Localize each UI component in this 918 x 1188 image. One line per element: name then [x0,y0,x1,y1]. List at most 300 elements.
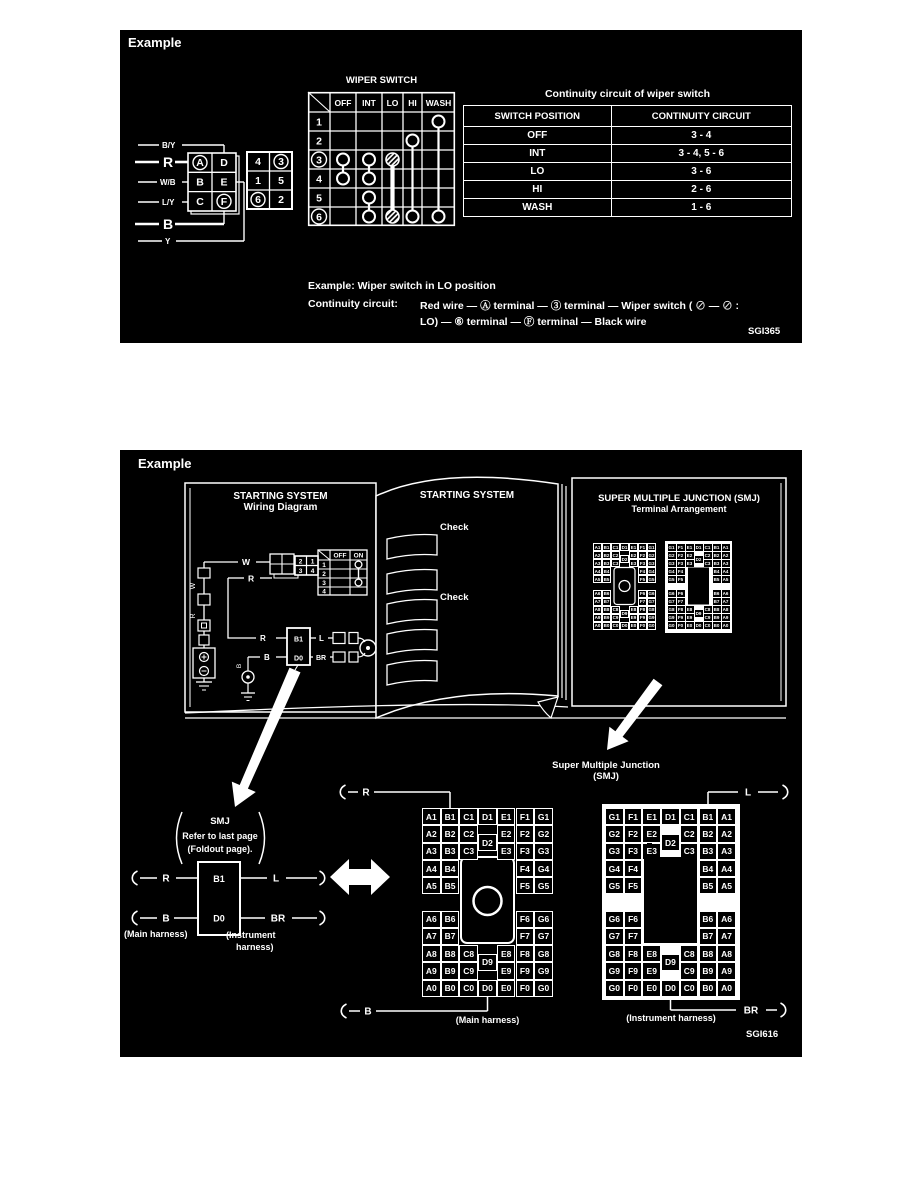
right-page-title-line1: SUPER MULTIPLE JUNCTION (SMJ) [598,493,760,504]
terminal-2: 2 [278,194,284,206]
panel2-example-label: Example [138,456,192,471]
page-curl [538,697,558,718]
smj-pointer-label [506,760,706,782]
mini-grid-2: 2 [298,558,303,566]
wire-break-mark [320,911,325,925]
check-label-2: Check [440,592,469,603]
terminal-cell: G6 [648,591,655,597]
table-cell: WASH [464,199,612,217]
wire-break-mark [340,785,345,799]
terminal-cell: G6 [668,591,675,597]
table-row [464,163,792,181]
terminal-4: 4 [255,156,261,168]
terminal-cell: G7 [534,928,553,945]
terminal-cell: F0 [625,981,642,996]
terminal-cell: G5 [606,878,623,893]
terminal-a: A [196,157,204,170]
terminal-cell: C2 [681,826,698,841]
terminal-cell: E1 [497,808,516,825]
check-label-1: Check [440,522,469,533]
terminal-cell: A2 [594,552,601,558]
smj-r-wire-label: R [162,873,170,885]
table-row [464,127,792,145]
terminal-cell: F3 [625,844,642,859]
terminal-cell: E9 [686,615,693,621]
terminal-cell: C1 [681,809,698,824]
smj-b1-label: B1 [213,874,225,884]
terminal-cell: D0 [621,623,628,629]
terminal-cell: B9 [700,963,717,978]
terminal-cell: A3 [422,843,441,860]
mini-table-row2: 2 [322,571,326,578]
terminal-cell: E3 [686,560,693,566]
terminal-cell: C8 [612,607,619,613]
terminal-cell: A9 [722,615,729,621]
terminal-cell: E0 [643,981,660,996]
terminal-cell: B1 [441,808,460,825]
mini-grid-3: 3 [298,568,303,575]
terminal-cell: E9 [630,615,637,621]
terminal-cell: A5 [422,877,441,894]
terminal-cell: B9 [713,615,720,621]
smj-note-line1: SMJ [210,816,230,827]
smj-br-wire-label: BR [270,913,286,925]
terminal-cell: C9 [681,963,698,978]
terminal-cell: E3 [497,843,516,860]
left-page-title [185,491,376,513]
inst-grid-l-label: L [744,787,752,799]
mini-b-label: B [264,653,270,662]
row-3: 3 [316,154,322,167]
terminal-cell: A4 [594,568,601,574]
main-grid-b-label: B [364,1006,372,1018]
double-arrow-icon [330,859,390,895]
smj-note-line2: Refer to last page [182,831,258,841]
terminal-cell: B8 [700,946,717,961]
left-page-title-line1: STARTING SYSTEM [233,491,328,502]
right-page-title-line2: Terminal Arrangement [631,504,727,514]
terminal-cell: G4 [648,568,655,574]
terminal-cell: A3 [718,844,735,859]
table-cell: 2 - 6 [611,181,791,199]
terminal-cell: F5 [639,576,646,582]
terminal-cell: F3 [639,560,646,566]
continuity-table-body [464,127,792,217]
terminal-cell: G3 [606,844,623,859]
terminal-cell: F1 [625,809,642,824]
terminal-letter-grid [188,153,239,214]
terminal-cell: G2 [534,825,553,842]
terminal-cell: A0 [722,623,729,629]
terminal-cell: E2 [686,552,693,558]
terminal-cell: D2 [695,556,702,562]
terminal-cell: D9 [621,611,628,617]
row-1: 1 [316,116,322,129]
continuity-table-title: Continuity circuit of wiper switch [544,88,711,100]
caption-continuity-text2: LO) — ⑥ terminal — Ⓕ terminal — Black wire [420,316,647,328]
terminal-cell: G3 [648,560,655,566]
terminal-cell: E0 [630,623,637,629]
terminal-cell: G6 [606,912,623,927]
terminal-cell: C3 [459,843,478,860]
terminal-cell: F5 [677,576,684,582]
terminal-cell: F1 [677,544,684,550]
wire-break-mark [320,871,325,885]
terminal-cell: D0 [662,981,679,996]
wire-label-by: B/Y [162,141,176,150]
terminal-cell: B1 [603,544,610,550]
terminal-cell: C3 [612,560,619,566]
table-cell: LO [464,163,612,181]
hatched-mark-lo-3 [386,153,399,166]
terminal-cell: A9 [422,962,441,979]
terminal-cell: D9 [662,955,679,970]
terminal-cell: F6 [677,591,684,597]
terminal-cell: B9 [441,962,460,979]
terminal-cell: A9 [594,615,601,621]
terminal-cell: C9 [459,962,478,979]
terminal-cell: C0 [681,981,698,996]
terminal-cell: A0 [718,981,735,996]
terminal-cell: B7 [603,599,610,605]
terminal-cell: B6 [713,591,720,597]
table-header-row [464,106,792,127]
mini-table-off: OFF [333,552,347,560]
terminal-cell: E8 [686,607,693,613]
terminal-cell: F2 [639,552,646,558]
smj-instrument-harness-label-1: (Instrument [226,930,276,940]
terminal-cell: B0 [700,981,717,996]
terminal-cell: G1 [534,808,553,825]
terminal-cell: A8 [594,607,601,613]
col-int: INT [362,98,376,108]
terminal-cell: E8 [630,607,637,613]
terminal-cell: A6 [594,591,601,597]
mini-table-row1: 1 [322,562,326,569]
terminal-cell: F8 [639,607,646,613]
terminal-cell: G1 [648,544,655,550]
terminal-cell: F3 [516,843,535,860]
terminal-cell: F8 [625,946,642,961]
header-continuity-circuit: CONTINUITY CIRCUIT [611,106,791,127]
terminal-cell: B5 [441,877,460,894]
terminal-cell: A1 [718,809,735,824]
terminal-cell: D0 [695,623,702,629]
terminal-cell: C3 [681,844,698,859]
wiper-switch-example-figure [120,30,802,343]
terminal-d: D [220,157,228,170]
col-hi: HI [408,98,417,108]
terminal-cell: G7 [606,929,623,944]
terminal-cell: B8 [441,945,460,962]
terminal-cell: C1 [612,544,619,550]
terminal-cell: G0 [606,981,623,996]
terminal-cell: A6 [722,591,729,597]
terminal-cell: A3 [594,560,601,566]
smj-pointer-line1: Super Multiple Junction [552,760,660,771]
smj-pointer-line2: (SMJ) [593,771,619,782]
table-row [464,181,792,199]
terminal-cell: F4 [516,860,535,877]
terminal-cell: F6 [625,912,642,927]
terminal-cell: F1 [516,808,535,825]
col-wash: WASH [425,98,452,108]
mini-r-rotated-label: R [190,613,197,619]
figure-id-sgi616: SGI616 [746,1029,779,1040]
terminal-cell: G0 [648,623,655,629]
terminal-cell: G9 [668,615,675,621]
terminal-cell: G4 [534,860,553,877]
terminal-cell: E1 [643,809,660,824]
terminal-cell: G2 [668,552,675,558]
terminal-cell: D9 [695,611,702,617]
row-6: 6 [316,211,322,224]
mini-br-label: BR [316,655,327,662]
wire-label-b: B [163,216,174,232]
terminal-cell: F7 [625,929,642,944]
terminal-cell: C8 [681,946,698,961]
terminal-cell: G9 [534,962,553,979]
terminal-cell: F4 [677,568,684,574]
mini-table-row4: 4 [322,588,326,596]
terminal-cell: G4 [668,568,675,574]
terminal-cell: G1 [668,544,675,550]
inst-harness-caption: (Instrument harness) [626,1013,716,1023]
terminal-cell: B7 [441,928,460,945]
terminal-cell: G2 [606,826,623,841]
terminal-cell: B5 [700,878,717,893]
table-row [464,145,792,163]
table-cell: INT [464,145,612,163]
terminal-cell: F2 [516,825,535,842]
terminal-cell: E9 [497,962,516,979]
mini-b-rotated-label: B [236,663,243,669]
terminal-cell: B4 [441,860,460,877]
terminal-cell: D2 [621,556,628,562]
terminal-cell: B2 [603,552,610,558]
wire-label-r: R [163,154,174,170]
figure-id-sgi365: SGI365 [748,326,781,337]
terminal-cell: G0 [534,980,553,997]
mini-w-label: W [242,557,251,567]
terminal-cell: C2 [704,552,711,558]
table-cell: 1 - 6 [611,199,791,217]
terminal-cell: B5 [713,576,720,582]
terminal-cell: G9 [606,963,623,978]
terminal-number-grid [247,152,292,209]
wiper-switch-grid [308,92,455,226]
terminal-cell: B7 [700,929,717,944]
terminal-cell: A1 [722,544,729,550]
terminal-cell: A4 [722,568,729,574]
terminal-cell: F4 [625,861,642,876]
terminal-cell: B4 [603,568,610,574]
terminal-cell: A1 [594,544,601,550]
terminal-cell: A8 [422,945,441,962]
terminal-cell: A2 [718,826,735,841]
terminal-cell: B6 [603,591,610,597]
terminal-cell: A0 [422,980,441,997]
terminal-cell: E9 [643,963,660,978]
terminal-cell: A8 [718,946,735,961]
terminal-cell: A7 [722,599,729,605]
terminal-cell: C2 [612,552,619,558]
terminal-cell: B0 [603,623,610,629]
terminal-cell: F7 [677,599,684,605]
terminal-cell: B1 [700,809,717,824]
terminal-cell: F5 [625,878,642,893]
wire-label-ly: L/Y [162,198,175,207]
inst-grid-br-label: BR [743,1005,759,1017]
terminal-cell: E2 [630,552,637,558]
terminal-b: B [196,176,204,189]
terminal-cell: A5 [594,576,601,582]
terminal-cell: B6 [700,912,717,927]
terminal-cell: F7 [516,928,535,945]
terminal-cell: A5 [722,576,729,582]
terminal-cell: A1 [422,808,441,825]
terminal-cell: B2 [441,825,460,842]
terminal-cell: C8 [459,945,478,962]
smj-main-harness-label: (Main harness) [124,929,188,939]
terminal-cell: G8 [648,607,655,613]
terminal-cell: E2 [643,826,660,841]
terminal-cell: F0 [677,623,684,629]
header-switch-position: SWITCH POSITION [464,106,612,127]
terminal-cell: D2 [478,834,497,851]
terminal-6: 6 [255,194,261,206]
terminal-cell: A2 [422,825,441,842]
wire-label-wb: W/B [160,178,176,187]
terminal-cell: A7 [422,928,441,945]
wire-break-mark [132,871,137,885]
middle-page-title: STARTING SYSTEM [419,490,515,501]
caption-continuity-label: Continuity circuit: [308,298,398,310]
terminal-cell: F2 [625,826,642,841]
terminal-cell: A6 [718,912,735,927]
terminal-cell: G5 [668,576,675,582]
terminal-cell: D1 [695,544,702,550]
terminal-cell: F9 [677,615,684,621]
terminal-cell: F6 [516,911,535,928]
terminal-cell: B4 [713,568,720,574]
terminal-cell: C0 [612,623,619,629]
terminal-cell: B3 [713,560,720,566]
terminal-cell: F3 [677,560,684,566]
terminal-cell: F4 [639,568,646,574]
wiper-switch-title: WIPER SWITCH [345,75,418,86]
continuity-table-block [463,88,792,217]
terminal-cell: E1 [630,544,637,550]
terminal-cell: C8 [704,607,711,613]
terminal-3: 3 [278,156,284,168]
wire-break-mark [132,911,137,925]
terminal-cell: F9 [639,615,646,621]
main-harness-caption: (Main harness) [455,1015,520,1025]
terminal-cell: B8 [603,607,610,613]
table-row [464,199,792,217]
hatched-mark-lo-6 [386,210,399,223]
terminal-cell: G0 [668,623,675,629]
mini-grid-4: 4 [310,568,315,575]
terminal-cell: A6 [422,911,441,928]
terminal-cell: G3 [668,560,675,566]
terminal-f: F [220,195,228,208]
terminal-cell: D1 [478,808,497,825]
terminal-cell: F0 [639,623,646,629]
mini-grid-1: 1 [310,558,315,566]
mini-b1-label: B1 [294,636,303,644]
terminal-cell: G7 [668,599,675,605]
terminal-cell: G4 [606,861,623,876]
terminal-cell: G5 [648,576,655,582]
terminal-cell: F9 [516,962,535,979]
terminal-cell: A7 [718,929,735,944]
mini-table-row3: 3 [322,580,326,587]
terminal-cell: C9 [704,615,711,621]
right-page-title [572,493,786,514]
terminal-cell: G6 [534,911,553,928]
terminal-cell: D1 [662,809,679,824]
terminal-cell: E8 [643,946,660,961]
terminal-cell: F0 [516,980,535,997]
smj-note-line3: (Foldout page). [187,844,253,854]
terminal-cell: C3 [704,560,711,566]
terminal-cell: B1 [713,544,720,550]
terminal-cell: F6 [639,591,646,597]
wire-break-mark [783,785,788,799]
terminal-5: 5 [278,175,284,187]
terminal-cell: G1 [606,809,623,824]
smj-example-figure [120,450,802,1057]
terminal-cell: F5 [516,877,535,894]
terminal-cell: A8 [722,607,729,613]
terminal-cell: G9 [648,615,655,621]
terminal-cell: A4 [422,860,441,877]
grid-lines [308,92,455,226]
terminal-cell: C2 [459,825,478,842]
terminal-cell: B6 [441,911,460,928]
table-cell: 3 - 6 [611,163,791,181]
col-off: OFF [334,98,352,108]
caption-example-line: Example: Wiper switch in LO position [308,280,496,292]
main-grid-r-label: R [362,787,370,799]
terminal-cell: F8 [677,607,684,613]
row-5: 5 [316,192,322,205]
terminal-cell: D1 [621,544,628,550]
mini-table-on: ON [353,552,364,560]
table-cell: HI [464,181,612,199]
terminal-1: 1 [255,175,261,187]
terminal-cell: B2 [713,552,720,558]
terminal-cell: C1 [704,544,711,550]
terminal-cell: D9 [478,954,497,971]
terminal-cell: B3 [700,844,717,859]
terminal-cell: E0 [497,980,516,997]
terminal-cell: D2 [662,835,679,850]
terminal-cell: A3 [722,560,729,566]
terminal-cell: B0 [441,980,460,997]
terminal-cell: B2 [700,826,717,841]
terminal-cell: G5 [534,877,553,894]
terminal-cell: B5 [603,576,610,582]
terminal-cell: G8 [534,945,553,962]
terminal-cell: A4 [718,861,735,876]
row-4: 4 [316,173,322,186]
wire-label-y: Y [165,237,171,246]
smj-l-wire-label: L [272,873,280,885]
terminal-cell: F8 [516,945,535,962]
